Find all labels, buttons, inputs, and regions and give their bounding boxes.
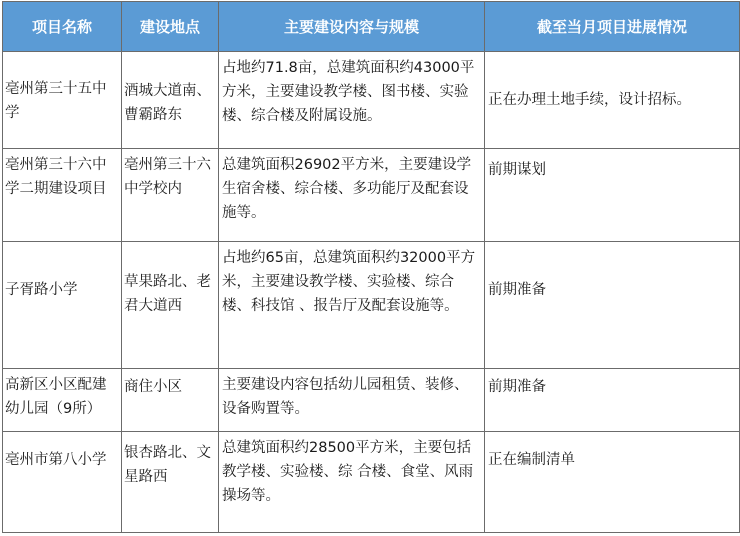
header-progress: 截至当月项目进展情况 xyxy=(485,2,740,52)
cell-project-name: 高新区小区配建幼儿园（9所） xyxy=(3,369,122,432)
cell-content: 总建筑面积约28500平方米，主要包括教学楼、实验楼、综 合楼、食堂、风雨操场等。 xyxy=(219,432,485,533)
header-project-name: 项目名称 xyxy=(3,2,122,52)
cell-content: 占地约65亩，总建筑面积约32000平方米，主要建设教学楼、实验楼、综合楼、科技馆 、报告厅及配套设施等。 xyxy=(219,242,485,369)
table-row xyxy=(3,149,740,242)
cell-content: 占地约71.8亩，总建筑面积约43000平方米，主要建设教学楼、图书楼、实验楼、综合楼及附属设施。 xyxy=(219,52,485,149)
cell-location: 酒城大道南、曹霸路东 xyxy=(122,52,219,149)
table-row xyxy=(3,242,740,369)
cell-location: 草果路北、老君大道西 xyxy=(122,242,219,369)
table-row xyxy=(3,369,740,432)
table-row xyxy=(3,432,740,533)
cell-progress: 前期准备 xyxy=(485,369,740,432)
cell-content: 主要建设内容包括幼儿园租赁、装修、设备购置等。 xyxy=(219,369,485,432)
cell-project-name: 亳州第三十五中学 xyxy=(3,52,122,149)
project-table xyxy=(2,1,740,533)
header-location: 建设地点 xyxy=(122,2,219,52)
cell-progress: 前期谋划 xyxy=(485,149,740,242)
cell-project-name: 子胥路小学 xyxy=(3,242,122,369)
header-content: 主要建设内容与规模 xyxy=(219,2,485,52)
cell-location: 商住小区 xyxy=(122,369,219,432)
cell-location: 银杏路北、文星路西 xyxy=(122,432,219,533)
cell-location: 亳州第三十六中学校内 xyxy=(122,149,219,242)
header-row xyxy=(3,2,740,52)
cell-project-name: 亳州第三十六中学二期建设项目 xyxy=(3,149,122,242)
cell-progress: 前期准备 xyxy=(485,242,740,369)
cell-content: 总建筑面积26902平方米，主要建设学生宿舍楼、综合楼、多功能厅及配套设施等。 xyxy=(219,149,485,242)
cell-project-name: 亳州市第八小学 xyxy=(3,432,122,533)
table-row xyxy=(3,52,740,149)
cell-progress: 正在办理土地手续，设计招标。 xyxy=(485,52,740,149)
cell-progress: 正在编制清单 xyxy=(485,432,740,533)
